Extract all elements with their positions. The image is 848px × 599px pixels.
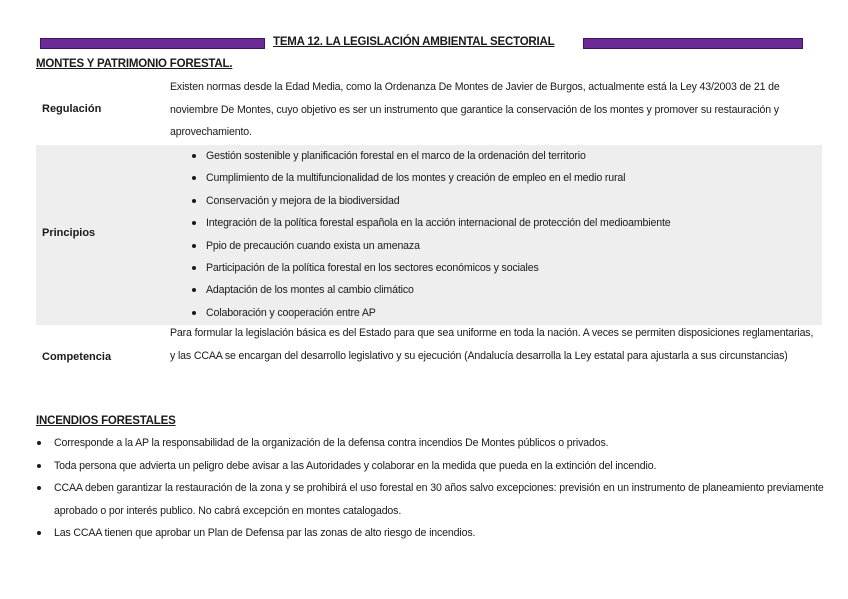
row-label-principios: Principios bbox=[42, 227, 96, 239]
row-principios bbox=[36, 145, 822, 325]
incendios-heading: INCENDIOS FORESTALES bbox=[36, 415, 176, 427]
bullet-icon bbox=[37, 531, 41, 535]
bullet-icon bbox=[192, 288, 196, 292]
list-item: Participación de la política forestal en los sectores económicos y sociales bbox=[170, 257, 671, 279]
list-item: Ppio de precaución cuando exista un amenaza bbox=[170, 235, 671, 257]
bullet-icon bbox=[37, 486, 41, 490]
row-regulacion bbox=[36, 76, 822, 145]
bullet-icon bbox=[192, 266, 196, 270]
row-label-regulacion: Regulación bbox=[42, 103, 102, 115]
title-bar-right bbox=[583, 38, 803, 49]
list-item: Gestión sostenible y planificación forestal en el marco de la ordenación del territorio bbox=[170, 145, 671, 167]
list-item: Adaptación de los montes al cambio climático bbox=[170, 279, 671, 301]
principios-list bbox=[170, 145, 671, 324]
row-label-competencia: Competencia bbox=[42, 351, 112, 363]
bullet-icon bbox=[37, 441, 41, 445]
list-item: Toda persona que advierta un peligro debe avisar a las Autoridades y colaborar en la medida que pueda en la extinción del incendio. bbox=[36, 455, 826, 478]
list-item: Cumplimiento de la multifuncionalidad de los montes y creación de empleo en el medio rural bbox=[170, 167, 671, 189]
bullet-icon bbox=[192, 199, 196, 203]
bullet-icon bbox=[192, 244, 196, 248]
incendios-list bbox=[36, 432, 826, 545]
row-text-competencia: Para formular la legislación básica es del Estado para que sea uniforme en toda la nación. A veces se permiten disposiciones reglamentarias, y las CCAA se encargan del desarrollo legislativo y su ejecución (Andalucía desarrolla la Ley estatal para ajustarla a sus circunstancias) bbox=[170, 327, 814, 362]
bullet-icon bbox=[192, 311, 196, 315]
montes-heading: MONTES Y PATRIMONIO FORESTAL. bbox=[36, 58, 233, 70]
list-item: Corresponde a la AP la responsabilidad de la organización de la defensa contra incendios De Montes públicos o privados. bbox=[36, 432, 826, 455]
list-item: Conservación y mejora de la biodiversidad bbox=[170, 190, 671, 212]
row-competencia bbox=[36, 325, 822, 393]
row-text-regulacion: Existen normas desde la Edad Media, como la Ordenanza De Montes de Javier de Burgos, actualmente está la Ley 43/2003 de 21 de noviembre De Montes, cuyo objetivo es ser un instrumento que garantice la conservación de los montes y promover su restauración y aprovechamiento. bbox=[170, 81, 780, 138]
list-item: Integración de la política forestal española en la acción internacional de protección del medioambiente bbox=[170, 212, 671, 234]
title-banner bbox=[40, 36, 803, 50]
list-item: CCAA deben garantizar la restauración de la zona y se prohibirá el uso forestal en 30 años salvo excepciones: previsión en un instrumento de planeamiento previamente aprobado o por interés publico. No cabrá excepción en montes catalogados. bbox=[36, 477, 826, 522]
list-item: Colaboración y cooperación entre AP bbox=[170, 302, 671, 324]
bullet-icon bbox=[37, 464, 41, 468]
title-bar-left bbox=[40, 38, 265, 49]
page-title: TEMA 12. LA LEGISLACIÓN AMBIENTAL SECTORIAL bbox=[273, 36, 555, 48]
bullet-icon bbox=[192, 221, 196, 225]
list-item: Las CCAA tienen que aprobar un Plan de Defensa par las zonas de alto riesgo de incendios. bbox=[36, 522, 826, 545]
bullet-icon bbox=[192, 154, 196, 158]
bullet-icon bbox=[192, 176, 196, 180]
